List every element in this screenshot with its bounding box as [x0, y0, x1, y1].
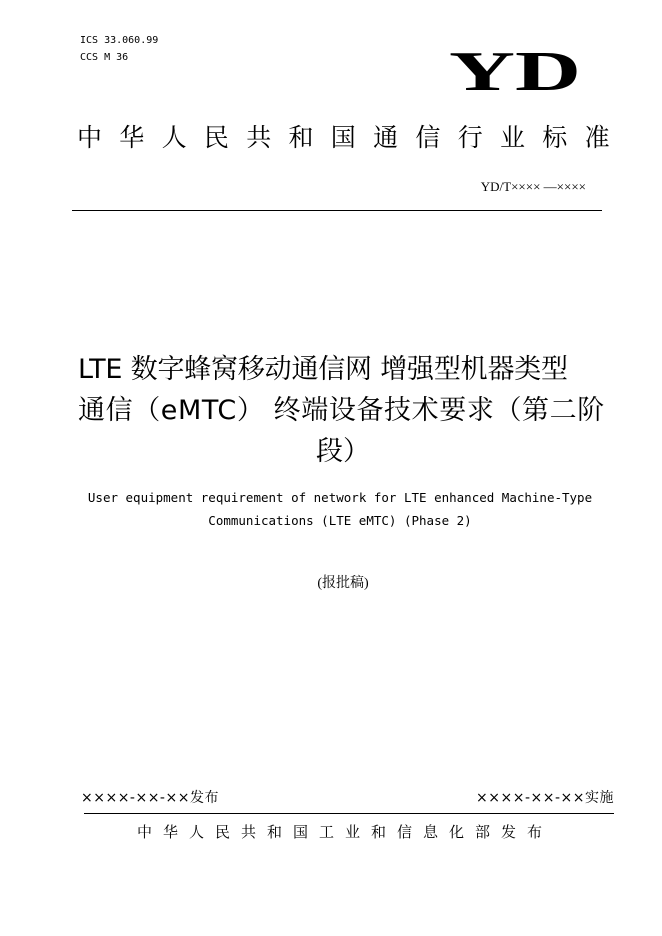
yd-logo-text: YD	[449, 44, 581, 102]
implement-date: ××××-××-××实施	[476, 790, 614, 806]
title-line-2: 通信（eMTC） 终端设备技术要求（第二阶	[78, 395, 605, 426]
standard-title: 中华人民共和国通信行业标准	[77, 123, 627, 152]
title-line-1: LTE 数字蜂窝移动通信网 增强型机器类型	[78, 354, 568, 385]
english-title-line-2: Communications (LTE eMTC) (Phase 2)	[208, 513, 472, 528]
english-title-line-1: User equipment requirement of network for LTE enhanced Machine-Type	[87, 490, 593, 505]
title-line-3: 段）	[316, 436, 370, 467]
english-title	[60, 486, 620, 532]
header-divider	[72, 210, 602, 211]
publish-date: ××××-××-××发布	[81, 790, 219, 806]
document-number: YD/T×××× —××××	[480, 179, 586, 194]
document-title	[70, 349, 616, 472]
issuing-authority: 中华人民共和国工业和信息化部发布	[136, 823, 553, 841]
yd-logo	[445, 44, 585, 102]
ccs-code: CCS M 36	[80, 52, 129, 63]
draft-status: (报批稿)	[317, 576, 369, 591]
ics-code: ICS 33.060.99	[80, 35, 159, 46]
footer-divider	[84, 813, 614, 814]
